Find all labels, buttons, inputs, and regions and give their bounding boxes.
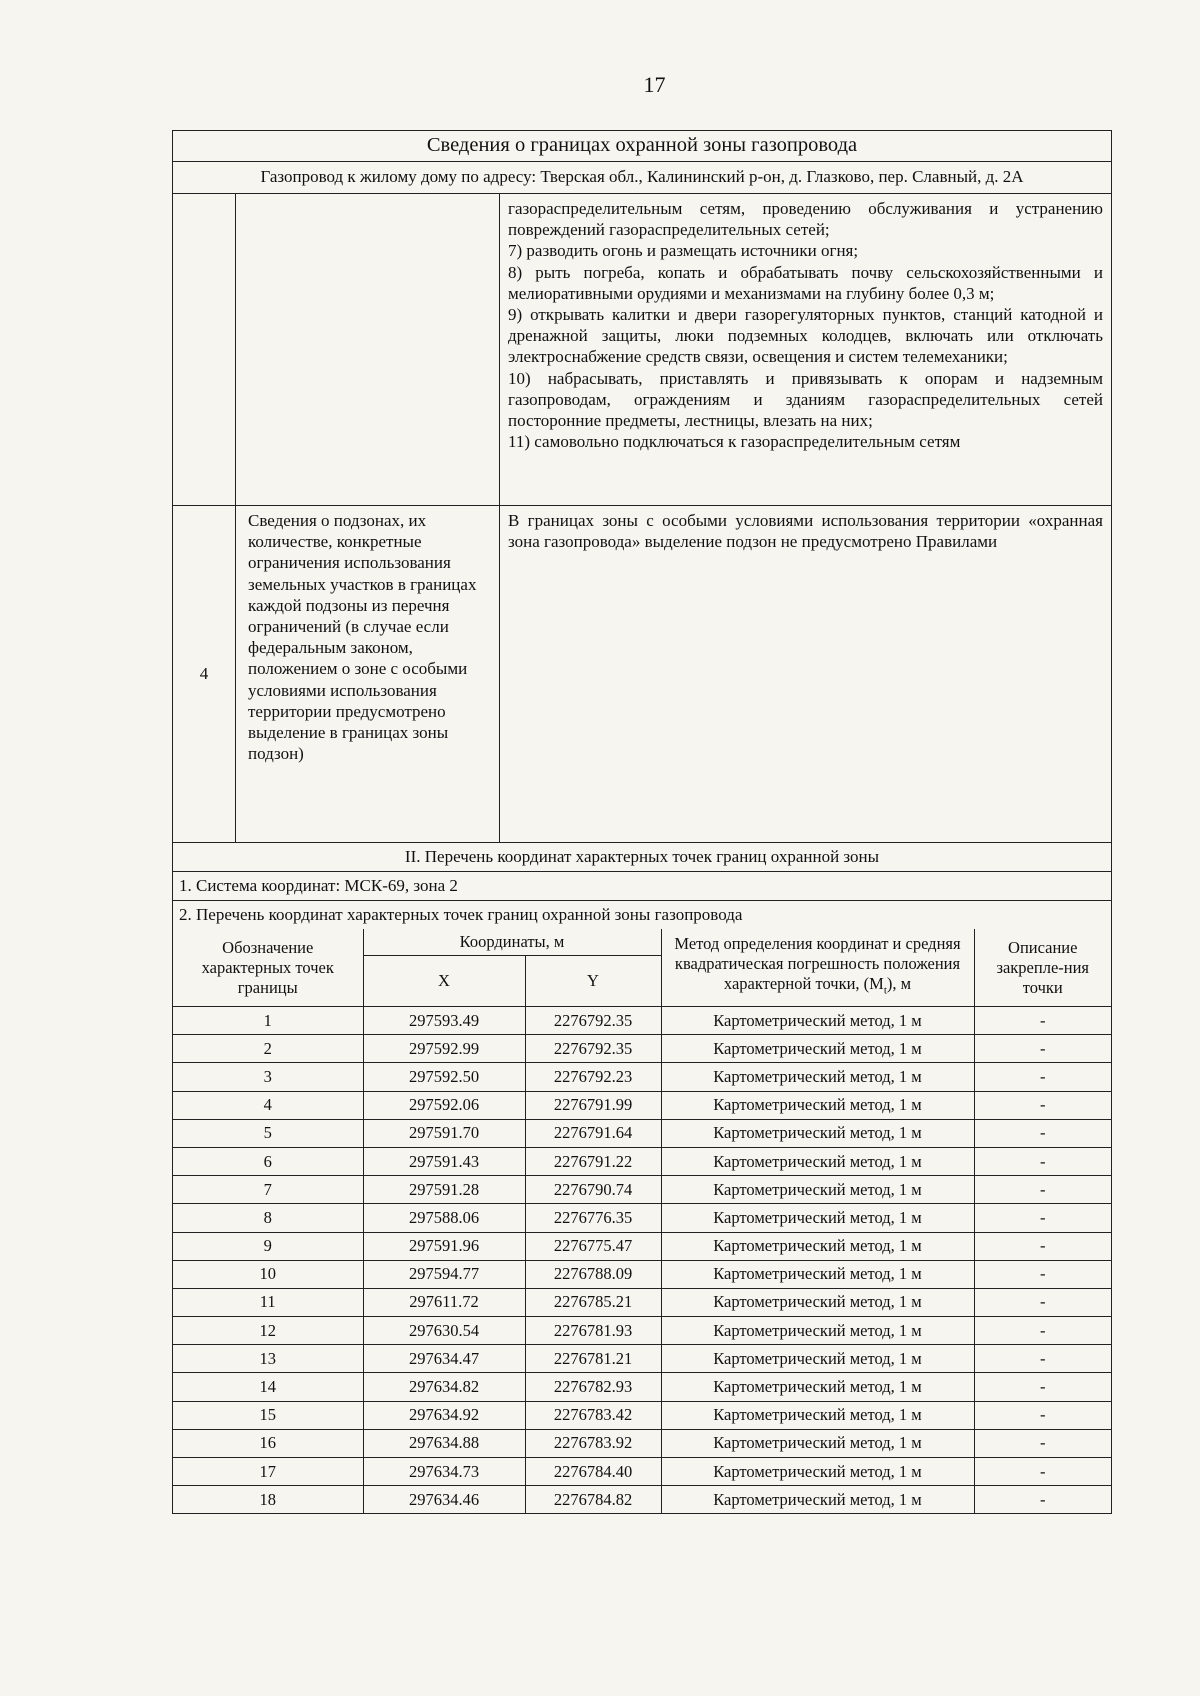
point-number: 18 <box>173 1486 363 1514</box>
coord-x: 297634.46 <box>363 1486 525 1514</box>
point-number: 16 <box>173 1429 363 1457</box>
method: Картометрический метод, 1 м <box>661 1458 974 1486</box>
method: Картометрический метод, 1 м <box>661 1091 974 1119</box>
point-number: 4 <box>173 1091 363 1119</box>
coordinates-table <box>173 929 1111 1513</box>
subzones-label: Сведения о подзонах, их количестве, конкретные ограничения использования земельных участков в границах каждой подзоны из перечня ограничений (в случае если федеральным законом, положением о зоне с особыми условиями использования территории предусмотрено выделение в границах зоны подзон) <box>236 506 500 842</box>
coord-x: 297592.06 <box>363 1091 525 1119</box>
coord-x: 297594.77 <box>363 1260 525 1288</box>
method: Картометрический метод, 1 м <box>661 1063 974 1091</box>
point-number: 6 <box>173 1147 363 1175</box>
header-method: Метод определения координат и средняя квадратическая погрешность положения характерной точки, $(M_t)$, м <box>661 929 974 1007</box>
fixation-description: - <box>974 1486 1111 1514</box>
coord-x: 297634.92 <box>363 1401 525 1429</box>
coord-y: 2276788.09 <box>525 1260 661 1288</box>
coord-y: 2276782.93 <box>525 1373 661 1401</box>
coord-y: 2276784.40 <box>525 1458 661 1486</box>
restriction-paragraph: 11) самовольно подключаться к газораспределительным сетям <box>508 432 961 452</box>
coord-y: 2276791.22 <box>525 1147 661 1175</box>
coord-x: 297591.43 <box>363 1147 525 1175</box>
fixation-description: - <box>974 1345 1111 1373</box>
coord-y: 2276791.64 <box>525 1119 661 1147</box>
method: Картометрический метод, 1 м <box>661 1288 974 1316</box>
restrictions-text <box>500 194 1111 505</box>
fixation-description: - <box>974 1091 1111 1119</box>
coord-x: 297591.96 <box>363 1232 525 1260</box>
document-title: Сведения о границах охранной зоны газопровода <box>173 131 1111 162</box>
coord-y: 2276781.21 <box>525 1345 661 1373</box>
coord-x: 297591.70 <box>363 1119 525 1147</box>
coord-y: 2276775.47 <box>525 1232 661 1260</box>
restrictions-continuation-row <box>173 194 1111 506</box>
method: Картометрический метод, 1 м <box>661 1486 974 1514</box>
point-number: 14 <box>173 1373 363 1401</box>
point-number: 8 <box>173 1204 363 1232</box>
coord-y: 2276783.42 <box>525 1401 661 1429</box>
table-row <box>173 1401 1111 1429</box>
coord-x: 297588.06 <box>363 1204 525 1232</box>
table-row <box>173 1232 1111 1260</box>
fixation-description: - <box>974 1429 1111 1457</box>
object-description: Газопровод к жилому дому по адресу: Тверская обл., Калининский р-он, д. Глазково, пер. Славный, д. 2А <box>173 162 1111 194</box>
table-row <box>173 1147 1111 1175</box>
method: Картометрический метод, 1 м <box>661 1119 974 1147</box>
header-description: Описание закрепле-ния точки <box>974 929 1111 1007</box>
fixation-description: - <box>974 1119 1111 1147</box>
fixation-description: - <box>974 1317 1111 1345</box>
coord-y: 2276784.82 <box>525 1486 661 1514</box>
method: Картометрический метод, 1 м <box>661 1035 974 1063</box>
fixation-description: - <box>974 1063 1111 1091</box>
method: Картометрический метод, 1 м <box>661 1260 974 1288</box>
table-row <box>173 1345 1111 1373</box>
table-row <box>173 1288 1111 1316</box>
coord-y: 2276783.92 <box>525 1429 661 1457</box>
method: Картометрический метод, 1 м <box>661 1373 974 1401</box>
fixation-description: - <box>974 1147 1111 1175</box>
method: Картометрический метод, 1 м <box>661 1176 974 1204</box>
method: Картометрический метод, 1 м <box>661 1232 974 1260</box>
table-row <box>173 1204 1111 1232</box>
method: Картометрический метод, 1 м <box>661 1147 974 1175</box>
coord-x: 297611.72 <box>363 1288 525 1316</box>
method: Картометрический метод, 1 м <box>661 1007 974 1035</box>
point-number: 12 <box>173 1317 363 1345</box>
restriction-paragraph: 8) рыть погреба, копать и обрабатывать почву сельскохозяйственными и мелиоративными орудиями и механизмами на глубину более 0,3 м; <box>508 262 1103 303</box>
table-row <box>173 1260 1111 1288</box>
zone-info-table <box>172 130 1112 1514</box>
fixation-description: - <box>974 1035 1111 1063</box>
fixation-description: - <box>974 1260 1111 1288</box>
coord-x: 297592.99 <box>363 1035 525 1063</box>
fixation-description: - <box>974 1204 1111 1232</box>
point-number: 10 <box>173 1260 363 1288</box>
coord-y: 2276781.93 <box>525 1317 661 1345</box>
table-row <box>173 1176 1111 1204</box>
header-x: X <box>363 956 525 1007</box>
row-label-cell <box>236 194 500 505</box>
point-number: 5 <box>173 1119 363 1147</box>
fixation-description: - <box>974 1288 1111 1316</box>
section-title: II. Перечень координат характерных точек границ охранной зоны <box>173 843 1111 872</box>
restriction-paragraph: газораспределительным сетям, проведению обслуживания и устранению повреждений газораспределительных сетей; <box>508 199 1103 240</box>
table-row <box>173 1035 1111 1063</box>
coord-x: 297591.28 <box>363 1176 525 1204</box>
coord-y: 2276790.74 <box>525 1176 661 1204</box>
row-number: 4 <box>173 506 236 842</box>
table-row <box>173 1429 1111 1457</box>
row-number-cell <box>173 194 236 505</box>
table-row <box>173 1486 1111 1514</box>
method: Картометрический метод, 1 м <box>661 1345 974 1373</box>
point-number: 15 <box>173 1401 363 1429</box>
point-number: 7 <box>173 1176 363 1204</box>
coordinate-system: 1. Система координат: МСК-69, зона 2 <box>173 872 1111 901</box>
fixation-description: - <box>974 1401 1111 1429</box>
table-row <box>173 1063 1111 1091</box>
restriction-paragraph: 7) разводить огонь и размещать источники огня; <box>508 241 859 261</box>
restriction-paragraph: 9) открывать калитки и двери газорегуляторных пунктов, станций катодной и дренажной защиты, люки подземных колодцев, включать или отключать электроснабжение средств связи, освещения и систем телемеханики; <box>508 305 1103 367</box>
point-number: 9 <box>173 1232 363 1260</box>
header-point: Обозначение характерных точек границы <box>173 929 363 1007</box>
fixation-description: - <box>974 1458 1111 1486</box>
table-row <box>173 1317 1111 1345</box>
point-number: 13 <box>173 1345 363 1373</box>
table-row <box>173 1373 1111 1401</box>
coord-y: 2276785.21 <box>525 1288 661 1316</box>
table-row <box>173 1458 1111 1486</box>
header-y: Y <box>525 956 661 1007</box>
restriction-paragraph: 10) набрасывать, приставлять и привязывать к опорам и надземным газопроводам, ограждениям и зданиям газораспределительных сетей посторонние предметы, лестницы, влезать на них; <box>508 368 1103 431</box>
coord-x: 297634.73 <box>363 1458 525 1486</box>
fixation-description: - <box>974 1373 1111 1401</box>
coord-y: 2276791.99 <box>525 1091 661 1119</box>
coord-x: 297634.88 <box>363 1429 525 1457</box>
point-number: 11 <box>173 1288 363 1316</box>
method: Картометрический метод, 1 м <box>661 1401 974 1429</box>
method: Картометрический метод, 1 м <box>661 1204 974 1232</box>
method: Картометрический метод, 1 м <box>661 1429 974 1457</box>
coord-x: 297593.49 <box>363 1007 525 1035</box>
coord-y: 2276776.35 <box>525 1204 661 1232</box>
coord-y: 2276792.35 <box>525 1007 661 1035</box>
point-number: 3 <box>173 1063 363 1091</box>
coord-x: 297592.50 <box>363 1063 525 1091</box>
coord-x: 297634.82 <box>363 1373 525 1401</box>
coord-y: 2276792.35 <box>525 1035 661 1063</box>
fixation-description: - <box>974 1232 1111 1260</box>
coord-y: 2276792.23 <box>525 1063 661 1091</box>
subzones-value: В границах зоны с особыми условиями использования территории «охранная зона газопровода» выделение подзон не предусмотрено Правилами <box>508 511 1103 552</box>
point-number: 1 <box>173 1007 363 1035</box>
subzones-row <box>173 506 1111 843</box>
fixation-description: - <box>974 1007 1111 1035</box>
table-row <box>173 1119 1111 1147</box>
coordinates-list-title: 2. Перечень координат характерных точек границ охранной зоны газопровода <box>179 905 743 924</box>
table-row <box>173 1091 1111 1119</box>
coord-x: 297630.54 <box>363 1317 525 1345</box>
point-number: 2 <box>173 1035 363 1063</box>
point-number: 17 <box>173 1458 363 1486</box>
method: Картометрический метод, 1 м <box>661 1317 974 1345</box>
coord-x: 297634.47 <box>363 1345 525 1373</box>
header-coords: Координаты, м <box>363 929 661 956</box>
table-row <box>173 1007 1111 1035</box>
page-number: 17 <box>643 72 666 97</box>
fixation-description: - <box>974 1176 1111 1204</box>
